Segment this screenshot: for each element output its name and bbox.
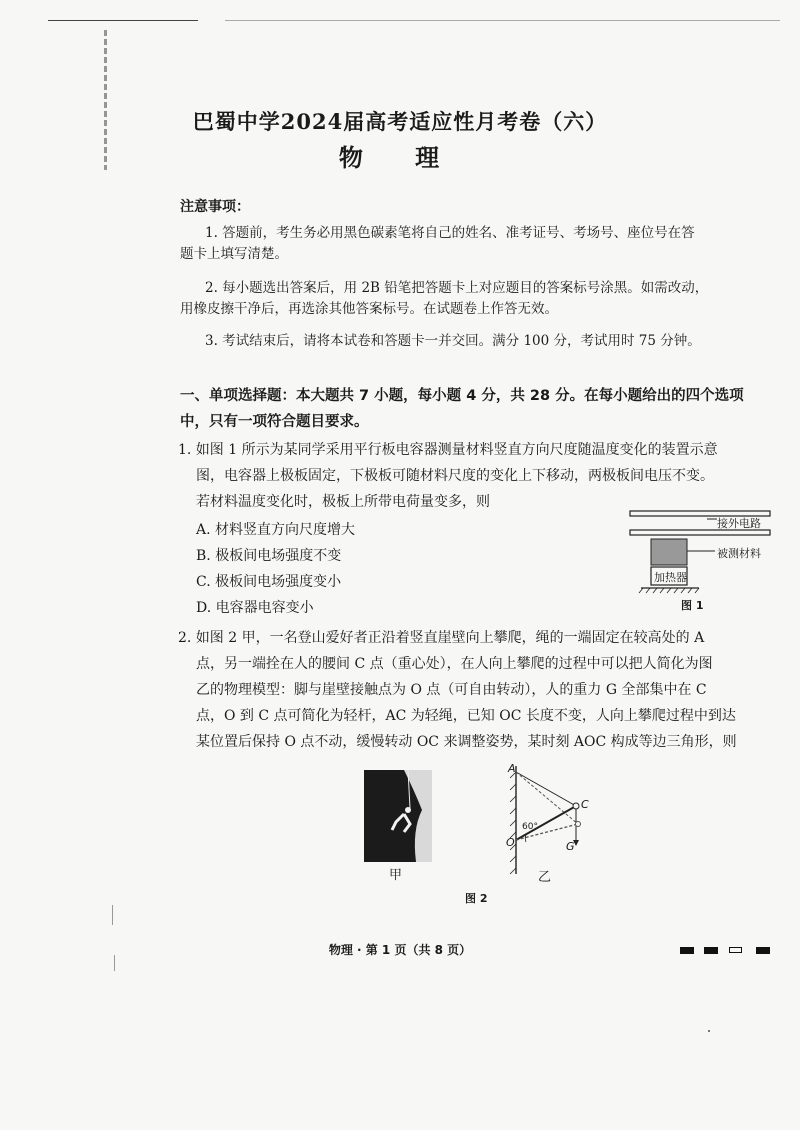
footer-mark xyxy=(704,947,718,954)
notice-line: 题卡上填写清楚。 xyxy=(180,246,288,262)
figure-2-angle-label: 60° xyxy=(522,822,538,832)
footer-mark xyxy=(729,947,742,953)
notice-heading: 注意事项： xyxy=(180,199,250,215)
option-d: D. 电容器电容变小 xyxy=(196,600,314,616)
footer-mark xyxy=(680,947,694,954)
figure-2-point-g: G xyxy=(566,840,575,853)
figure-2-point-c: C xyxy=(581,798,589,811)
scan-artifact-mark xyxy=(112,905,113,925)
question-1-text: 1. 如图 1 所示为某同学采用平行板电容器测量材料竖直方向尺度随温度变化的装置示意 xyxy=(178,442,718,458)
figure-1-label-heater: 加热器 xyxy=(654,571,687,584)
page-footer: 物理 · 第 1 页（共 8 页） xyxy=(328,943,472,957)
scan-artifact-line xyxy=(48,20,198,21)
exam-title: 巴蜀中学2024届高考适应性月考卷（六） xyxy=(192,109,608,134)
question-2-text: 2. 如图 2 甲，一名登山爱好者正沿着竖直崖壁向上攀爬，绳的一端固定在较高处的 A xyxy=(178,630,705,646)
figure-2-label-jia: 甲 xyxy=(389,868,403,883)
figure-2-caption: 图 2 xyxy=(465,892,488,905)
option-a: A. 材料竖直方向尺度增大 xyxy=(196,522,356,538)
figure-2-model xyxy=(498,762,606,880)
figure-2-climber-photo xyxy=(364,770,432,862)
notice-line: 3. 考试结束后，请将本试卷和答题卡一并交回。满分 100 分，考试用时 75 分钟。 xyxy=(205,333,701,349)
section-heading: 一、单项选择题：本大题共 7 小题，每小题 4 分，共 28 分。在每小题给出的四个选项 xyxy=(180,388,744,404)
question-2-text: 某位置后保持 O 点不动，缓慢转动 OC 来调整姿势，某时刻 AOC 构成等边三角形，则 xyxy=(196,734,737,750)
climber-photo-image xyxy=(364,770,432,862)
exam-subject: 物 理 xyxy=(338,143,462,172)
scan-artifact-dot xyxy=(708,1030,710,1032)
question-2-text: 点，另一端拴在人的腰间 C 点（重心处），在人向上攀爬的过程中可以把人简化为图 xyxy=(196,656,713,672)
question-1-text: 图，电容器上极板固定，下极板可随材料尺度的变化上下移动，两极板间电压不变。 xyxy=(196,468,714,484)
figure-1-label-circuit: 接外电路 xyxy=(717,517,761,530)
figure-1-capacitor xyxy=(625,505,775,615)
figure-1-label-material: 被测材料 xyxy=(717,547,761,560)
option-b: B. 极板间电场强度不变 xyxy=(196,548,342,564)
notice-line: 用橡皮擦干净后，再选涂其他答案标号。在试题卷上作答无效。 xyxy=(180,301,558,317)
figure-2-label-yi: 乙 xyxy=(538,870,552,885)
figure-2-point-a: A xyxy=(508,762,516,775)
notice-line: 1. 答题前，考生务必用黑色碳素笔将自己的姓名、准考证号、考场号、座位号在答 xyxy=(205,225,695,241)
scan-artifact-line xyxy=(225,20,780,21)
question-2-text: 点，O 到 C 点可简化为轻杆，AC 为轻绳，已知 OC 长度不变，人向上攀爬过程中到达 xyxy=(196,708,736,724)
notice-line: 2. 每小题选出答案后，用 2B 铅笔把答题卡上对应题目的答案标号涂黑。如需改动， xyxy=(205,280,709,296)
figure-1-caption: 图 1 xyxy=(681,599,704,612)
question-1-text: 若材料温度变化时，极板上所带电荷量变多，则 xyxy=(196,494,490,510)
option-c: C. 极板间电场强度变小 xyxy=(196,574,342,590)
figure-2-point-o: O xyxy=(506,836,515,849)
question-2-text: 乙的物理模型：脚与崖壁接触点为 O 点（可自由转动），人的重力 G 全部集中在 C xyxy=(196,682,707,698)
footer-mark xyxy=(756,947,770,954)
section-heading: 中，只有一项符合题目要求。 xyxy=(180,414,369,430)
figure-2-model-diagram xyxy=(498,762,606,880)
